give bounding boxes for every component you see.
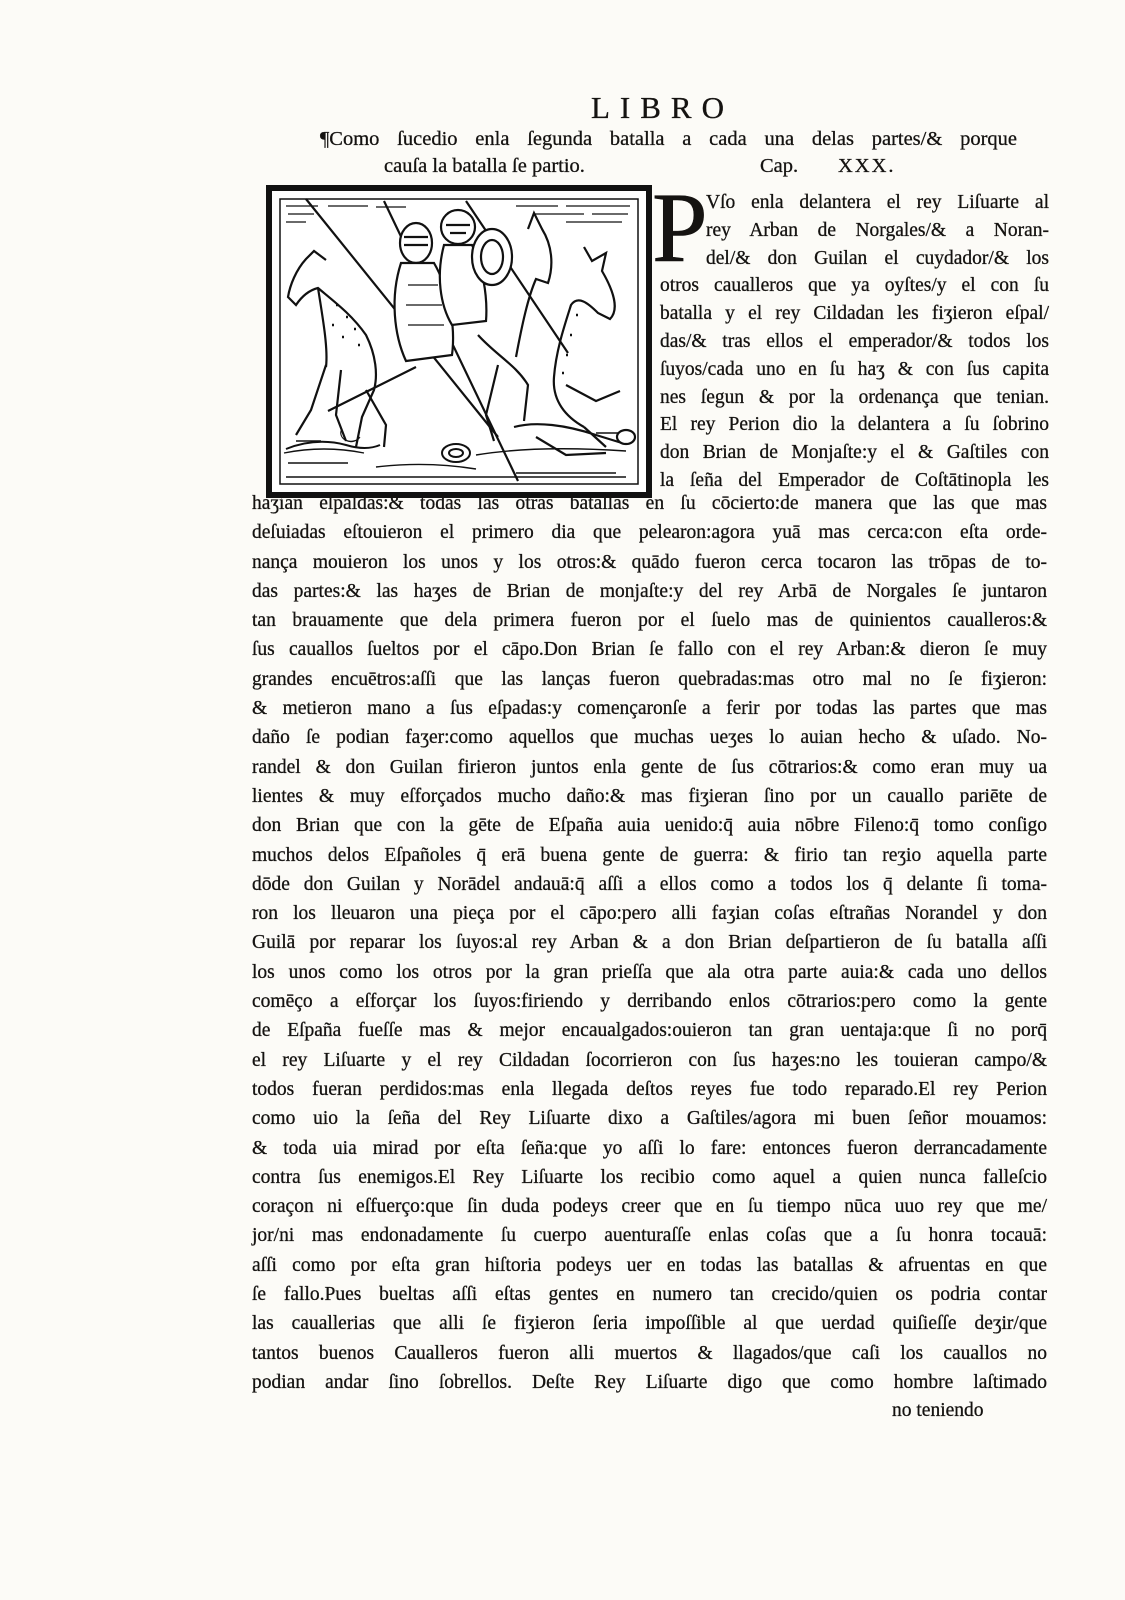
text-line: comēço a eſforçar los ſuyos:firiendo y derribando enlos cōtrarios:pero como la gente [252, 991, 1047, 1013]
text-line: los unos como los otros por la gran prieſſa que ala otra parte auia:& cada uno dellos [252, 961, 1047, 983]
text-line: ron los lleuaron una pieça por el cāpo:pero alli faʒian coſas eſtrañas Norandel y don [252, 903, 1047, 925]
text-line: ſuyos/cada uno en ſu haʒ & con ſus capita [660, 358, 1049, 380]
shield [472, 229, 512, 285]
text-line: haʒian eſpaldas:& todas las otras batallas en ſu cōcierto:de manera que las que mas [252, 493, 1047, 514]
text-line: podian andar ſino ſobrellos. Deſte Rey Liſuarte digo que como hombre laſtimado [252, 1371, 1047, 1393]
text-line: todos fueran perdidos:mas enla llegada deſtos reyes fue todo reparado.El rey Perion [252, 1078, 1047, 1100]
text-line: del/& don Guilan el cuydador/& los [706, 247, 1049, 269]
text-line: el rey Liſuarte y el rey Cildadan ſocorrieron con ſus haʒes:no les touieran campo/& [252, 1049, 1047, 1071]
text-line: das partes:& las haʒes de Brian de monjaſte:y del rey Arbā de Norgales ſe juntaron [252, 580, 1047, 602]
drop-cap: P [652, 172, 708, 283]
round-shield-on-ground [442, 444, 470, 462]
text-line: das/& tras ellos el emperador/& todos los [660, 330, 1049, 352]
text-line: la ſeña del Emperador de Coſtātinopla les [660, 469, 1049, 491]
text-line: batalla y el rey Cildadan les fiʒieron eſpal/ [660, 303, 1049, 325]
text-line: randel & don Guilan firieron juntos enla gente de ſus cōtrarios:& como eran muy ua [252, 756, 1047, 778]
text-line: jor/ni mas endonadamente ſu cuerpo auenturaſſe enlas coſas que a ſu honra tocauā: [252, 1225, 1047, 1247]
text-line: nes ſegun & por la ordenança que tenian. [660, 386, 1049, 408]
catchword: no teniendo [892, 1400, 984, 1421]
text-line: dōde don Guilan y Norādel andauā:q̄ aſſi a ellos como a todos los q̄ delante ſi toma- [252, 873, 1047, 895]
chapter-heading-line: ¶Como ſucedio enla ſegunda batalla a cada una delas partes/& porque [320, 128, 1017, 150]
text-line: don Brian que con la gēte de Eſpaña auia uenido:q̄ auia nōbre Fileno:q̄ tomo conſigo [252, 815, 1047, 837]
text-line: muchos delos Eſpañoles q̄ erā buena gente de guerra: & firio tan reʒio aquella parte [252, 844, 1047, 866]
text-line: de Eſpaña fueſſe mas & mejor encaualgados:ouieron tan gran uentaja:que ſi no porq̄ [252, 1020, 1047, 1042]
text-line: El rey Perion dio la delantera a ſu ſobrino [660, 414, 1049, 436]
text-line: Guilā por reparar los ſuyos:al rey Arban & a don Brian deſpartieron de ſu batalla aſſi [252, 932, 1047, 954]
text-line: como uio la ſeña del Rey Liſuarte dixo a Gaſtiles/agora mi buen ſeñor mouamos: [252, 1108, 1047, 1130]
text-line: nança mouieron los unos y los otros:& quādo fueron cerca tocaron las trōpas de to- [252, 551, 1047, 573]
text-line: contra ſus enemigos.El Rey Liſuarte los recibio como aquel a quien nunca falleſcio [252, 1166, 1047, 1188]
text-line: lientes & muy eſforçados mucho daño:& mas fiʒieran ſino por un cauallo pariēte de [252, 785, 1047, 807]
running-head: LIBRO [591, 90, 734, 125]
text-line: grandes encuētros:aſſi que las lanças fueron quebradas:mas otro mal no ſe fiʒieron: [252, 668, 1047, 690]
text-line: tantos buenos Caualleros fueron alli muertos & llagados/que caſi los cauallos no [252, 1342, 1047, 1364]
text-line: tan brauamente que dela primera fueron por el ſuelo mas de quinientos caualleros:& [252, 610, 1047, 632]
text-line: rey Arban de Norgales/& a Noran- [706, 219, 1049, 241]
text-line: otros caualleros que ya oyſtes/y el con ſu [660, 275, 1049, 297]
woodcut-illustration [266, 185, 652, 498]
text-line: deſuiadas eſtouieron el primero dia que pelearon:agora yuā mas cerca:con eſta orde- [252, 522, 1047, 544]
text-line: Vſo enla delantera el rey Liſuarte al [706, 192, 1049, 213]
text-line: aſſi como por eſta gran hiſtoria podeys uer en todas las batallas & afruentas en que [252, 1254, 1047, 1276]
text-line: daño ſe podian faʒer:como aquellos que muchas ueʒes lo auian hecho & uſado. No- [252, 727, 1047, 749]
chapter-heading-line: cauſa la batalla ſe partio. [384, 155, 585, 177]
woodcut-svg [266, 185, 652, 498]
text-line: & metieron mano a ſus eſpadas:y començaronſe a ferir por todas las partes que mas [252, 698, 1047, 720]
chapter-number: XXX. [838, 155, 896, 177]
text-line: & toda uia mirad por eſta ſeña:que yo aſſi lo fare: entonces fueron derrancadamente [252, 1137, 1047, 1159]
text-line: coraçon ni eſfuerço:que ſin duda podeys creer que en ſu tiempo nūca uuo rey que me/ [252, 1196, 1047, 1218]
text-line: las cauallerias que alli ſe fiʒieron ſeria impoſſible al que uerdad quiſieſſe deʒir/que [252, 1313, 1047, 1335]
chapter-label: Cap. [760, 155, 799, 177]
text-line: ſus cauallos ſueltos por el cāpo.Don Brian ſe fallo con el rey Arban:& dieron ſe muy [252, 639, 1047, 661]
text-block [252, 489, 1047, 1397]
text-column-right [660, 189, 1049, 495]
text-line: ſe fallo.Pues bueltas aſſi eſtas gentes en numero tan crecido/quien os podria contar [252, 1284, 1047, 1306]
text-line: don Brian de Monjaſte:y el & Gaſtiles con [660, 442, 1049, 464]
